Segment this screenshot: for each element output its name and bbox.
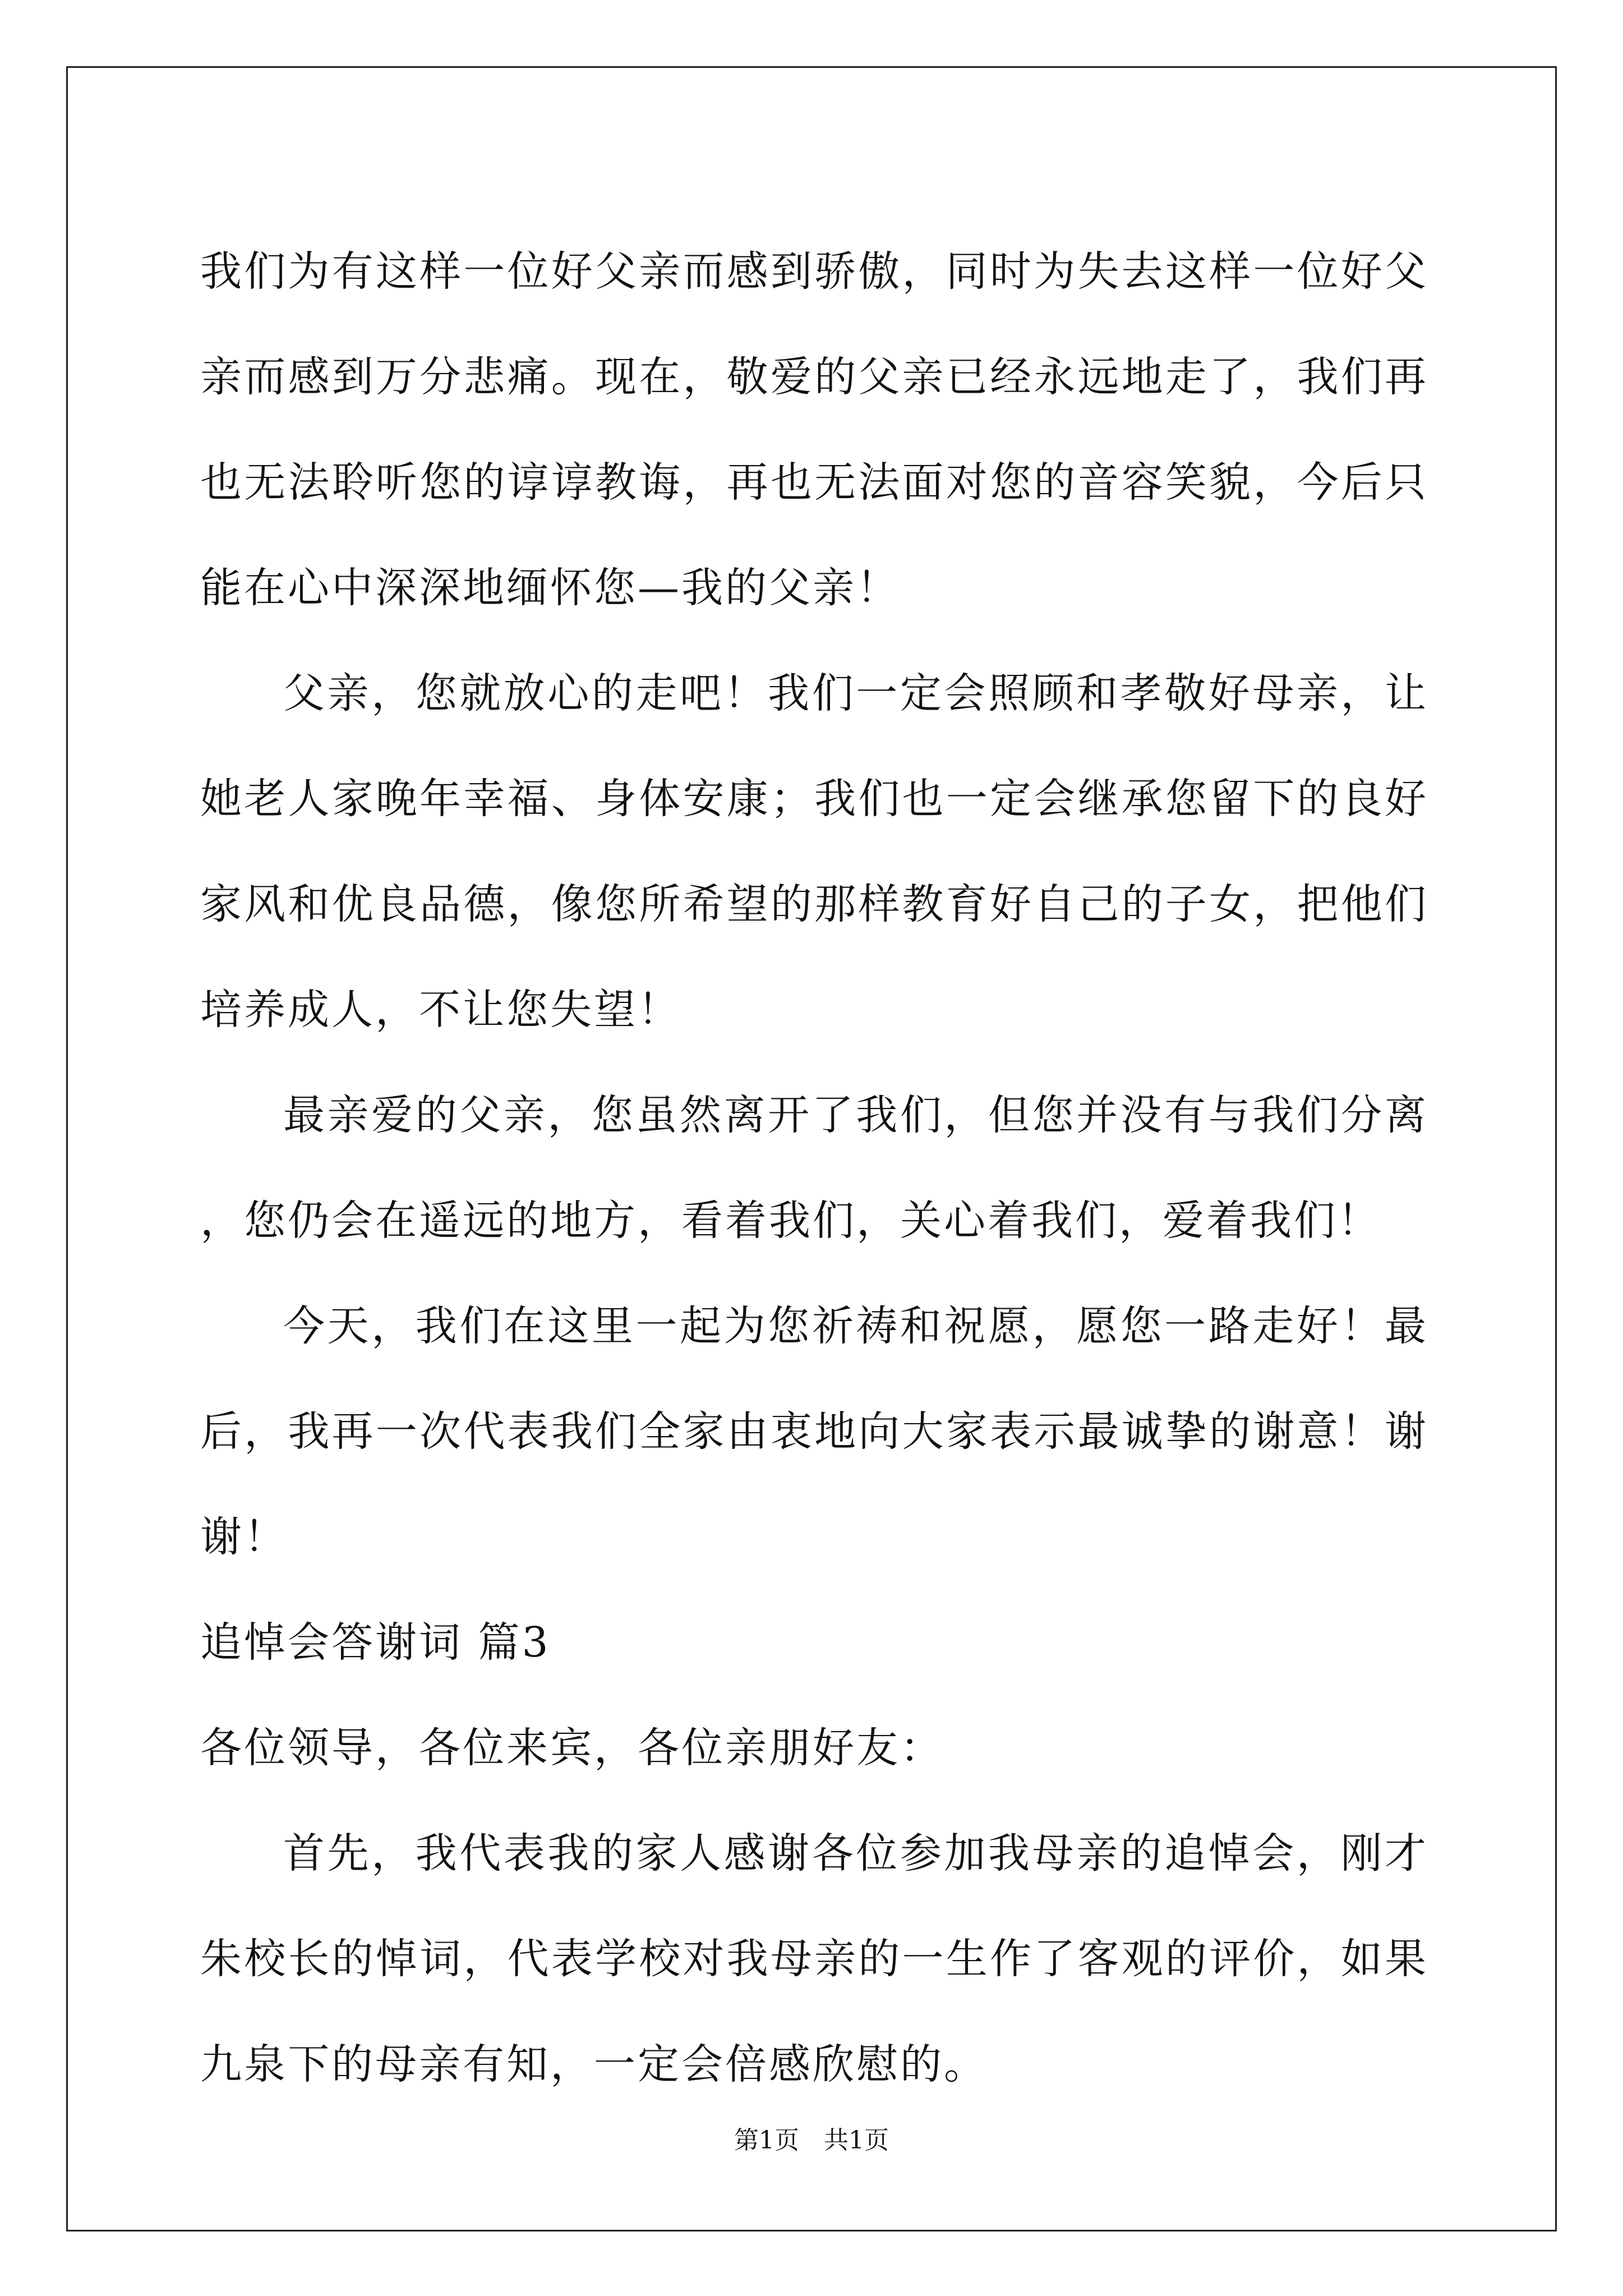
paragraph-2: 父亲，您就放心的走吧！我们一定会照顾和孝敬好母亲，让她老人家晚年幸福、身体安康；我们也一定会继承您留下的良好家风和优良品德，像您所希望的那样教育好自己的子女，把他们培养成人，不让您失望！: [200, 669, 1428, 1034]
page-footer: 第1页 共1页: [734, 2126, 889, 2155]
section-heading: 追悼会答谢词 篇3: [200, 1618, 551, 1667]
section-paragraph-1: 首先，我代表我的家人感谢各位参加我母亲的追悼会，刚才朱校长的悼词，代表学校对我母亲的一生作了客观的评价，如果九泉下的母亲有知，一定会倍感欣慰的。: [200, 1829, 1428, 2088]
salutation: 各位领导，各位来宾，各位亲朋好友：: [200, 1724, 944, 1772]
paragraph-3: 最亲爱的父亲，您虽然离开了我们，但您并没有与我们分离，您仍会在遥远的地方，看着我们，关心着我们，爱着我们！: [200, 1091, 1428, 1245]
paragraph-1: 我们为有这样一位好父亲而感到骄傲，同时为失去这样一位好父亲而感到万分悲痛。现在，敬爱的父亲已经永远地走了，我们再也无法聆听您的谆谆教诲，再也无法面对您的音容笑貌，今后只能在心中深深地缅怀您—我的父亲！: [200, 247, 1428, 612]
document-body: [200, 219, 1428, 2117]
paragraph-4: 今天，我们在这里一起为您祈祷和祝愿，愿您一路走好！最后，我再一次代表我们全家由衷地向大家表示最诚挚的谢意！谢谢！: [200, 1302, 1428, 1561]
